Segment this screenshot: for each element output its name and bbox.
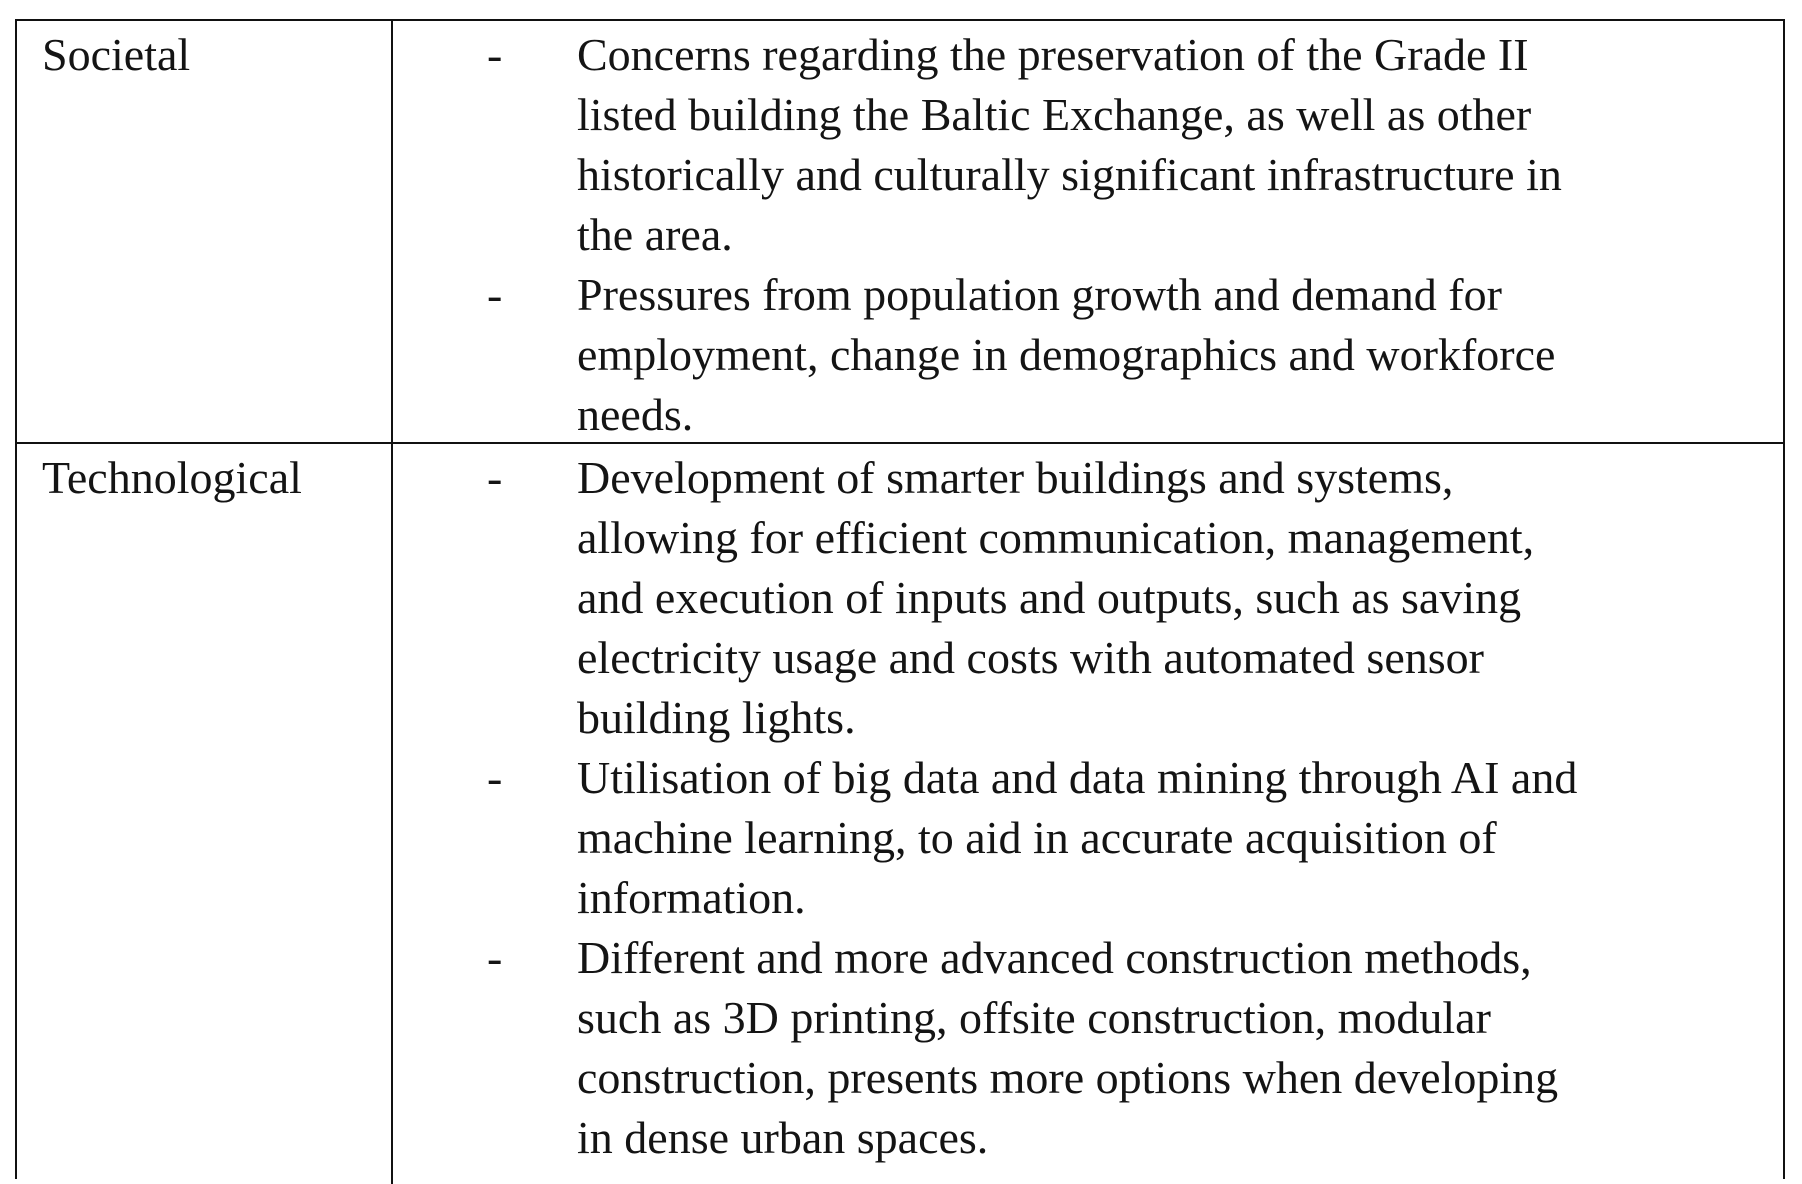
item-text-line: and execution of inputs and outputs, such as saving — [577, 572, 1522, 623]
dash-bullet: - — [487, 269, 503, 320]
item-list — [487, 448, 1767, 1168]
item-text-line: such as 3D printing, offsite construction, modular — [577, 992, 1491, 1043]
item-text-line: employment, change in demographics and workforce — [577, 329, 1556, 380]
category-label: Societal — [42, 29, 191, 80]
list-item — [487, 448, 1767, 748]
item-text-line: the area. — [577, 209, 733, 260]
table-row-societal — [17, 21, 1783, 444]
item-text-line: needs. — [577, 389, 694, 440]
list-item — [487, 928, 1767, 1168]
dash-bullet: - — [487, 29, 503, 80]
list-item — [487, 265, 1767, 445]
dash-bullet: - — [487, 452, 503, 503]
column-divider — [391, 21, 393, 442]
item-text-line: Pressures from population growth and demand for — [577, 269, 1502, 320]
table-row-technological — [17, 444, 1783, 1184]
dash-bullet: - — [487, 932, 503, 983]
item-text-line: allowing for efficient communication, management, — [577, 512, 1535, 563]
item-text-line: in dense urban spaces. — [577, 1112, 989, 1163]
item-text-line: building lights. — [577, 692, 856, 743]
item-text-line: machine learning, to aid in accurate acquisition of — [577, 812, 1497, 863]
list-item — [487, 748, 1767, 928]
item-text-line: Utilisation of big data and data mining through AI and — [577, 752, 1578, 803]
item-text-line: information. — [577, 872, 806, 923]
item-text-line: Different and more advanced construction methods, — [577, 932, 1532, 983]
analysis-table — [15, 19, 1785, 1179]
item-text-line: historically and culturally significant infrastructure in — [577, 149, 1562, 200]
dash-bullet: - — [487, 752, 503, 803]
list-item — [487, 25, 1767, 265]
item-text-line: electricity usage and costs with automated sensor — [577, 632, 1484, 683]
column-divider — [391, 444, 393, 1184]
item-text-line: Development of smarter buildings and systems, — [577, 452, 1454, 503]
item-text-line: Concerns regarding the preservation of the Grade II — [577, 29, 1529, 80]
item-text-line: construction, presents more options when developing — [577, 1052, 1559, 1103]
category-label: Technological — [42, 452, 302, 503]
item-text-line: listed building the Baltic Exchange, as well as other — [577, 89, 1532, 140]
item-list — [487, 25, 1767, 445]
